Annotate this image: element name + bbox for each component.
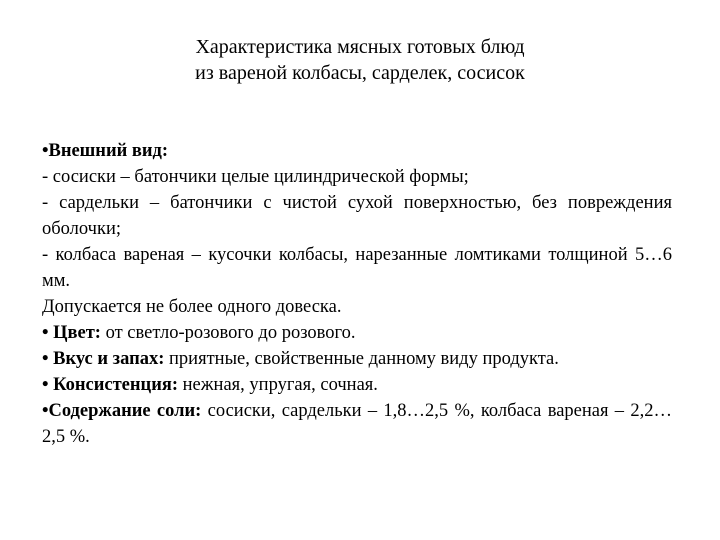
taste-label: • Вкус и запах: [42, 349, 165, 369]
salt-line [42, 398, 672, 450]
characteristics-body [42, 138, 672, 450]
color-label: • Цвет: [42, 323, 101, 343]
title-line-2: из вареной колбасы, сарделек, сосисок [195, 62, 525, 84]
salt-label: •Содержание соли: [42, 401, 202, 421]
slide-title [0, 34, 720, 86]
appearance-item-boiled-sausage: - колбаса вареная – кусочки колбасы, нарезанные ломтиками толщиной 5…6 мм. [42, 245, 672, 291]
color-value: от светло-розового до розового. [100, 323, 356, 343]
color-line [42, 320, 672, 346]
salt-value: сосиски, сардельки – 1,8…2,5 %, колбаса вареная – 2,2…2,5 %. [42, 401, 672, 447]
appearance-item-wieners: - сардельки – батончики с чистой сухой поверхностью, без повреждения оболочки; [42, 193, 672, 239]
consistency-line [42, 372, 672, 398]
taste-value: приятные, свойственные данному виду продукта. [164, 349, 559, 369]
appearance-heading [42, 138, 672, 164]
appearance-item-sausages: - сосиски – батончики целые цилиндрической формы; [42, 167, 469, 187]
appearance-label: •Внешний вид: [42, 141, 169, 161]
appearance-note: Допускается не более одного довеска. [42, 297, 342, 317]
consistency-label: • Консистенция: [42, 375, 179, 395]
consistency-value: нежная, упругая, сочная. [178, 375, 378, 395]
title-line-1: Характеристика мясных готовых блюд [195, 36, 525, 58]
taste-line [42, 346, 672, 372]
